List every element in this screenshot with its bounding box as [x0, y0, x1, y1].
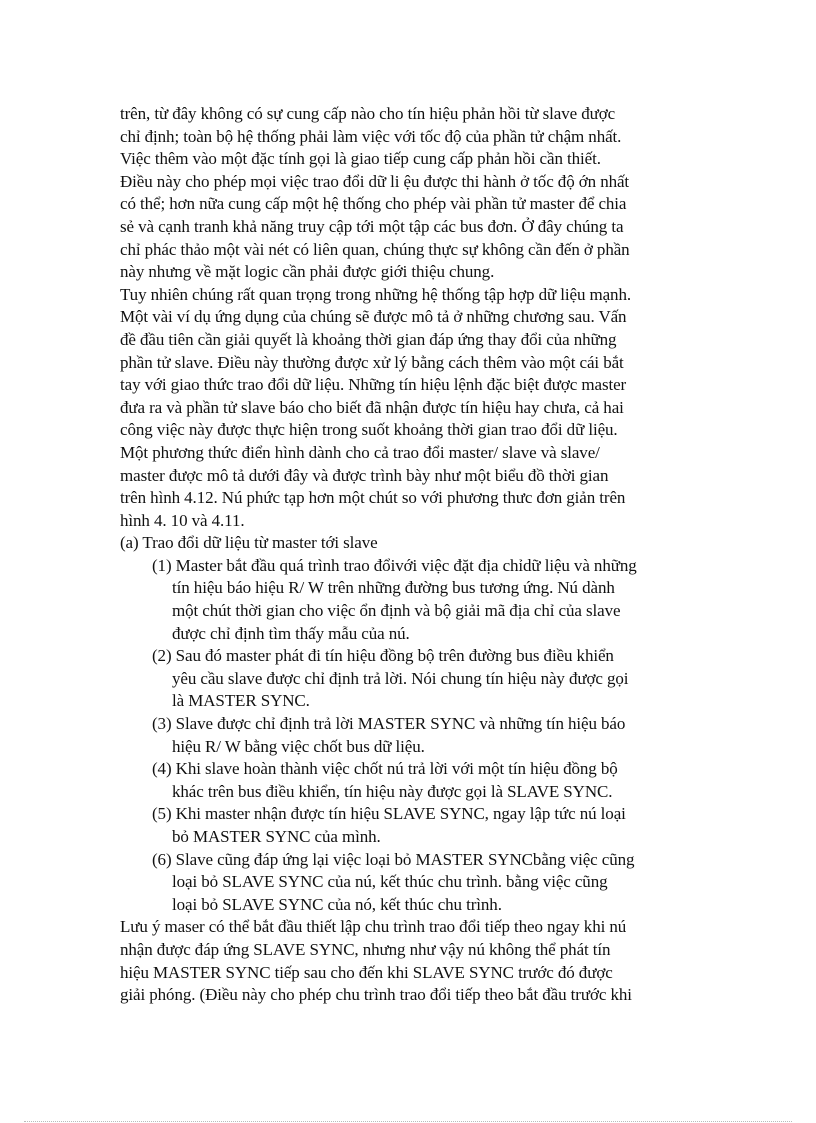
list-item: (3) Slave được chỉ định trả lời MASTER SYNC và những tín hiệu báo: [152, 714, 626, 734]
text-line: trên, từ đây không có sự cung cấp nào cho tín hiệu phản hồi từ slave được: [120, 104, 616, 123]
text-line: đề đầu tiên cần giải quyết là khoảng thời gian đáp ứng thay đổi của những: [120, 329, 617, 349]
text-line: phần tử slave. Điều này thường được xử lý bằng cách thêm vào một cái bắt: [120, 352, 624, 372]
text-line: tay với giao thức trao đổi dữ liệu. Những tín hiệu lệnh đặc biệt được master: [120, 375, 627, 395]
list-item: (4) Khi slave hoàn thành việc chốt nú trả lời với một tín hiệu đồng bộ: [152, 759, 618, 779]
text-line: chỉ phác thảo một vài nét có liên quan, chúng thực sự không cần đến ở phần: [120, 239, 630, 259]
page-bottom-divider: [24, 1121, 792, 1122]
text-line: trên hình 4.12. Nú phức tạp hơn một chút so với phương thưc đơn giản trên: [120, 488, 626, 508]
text-line: hình 4. 10 và 4.11.: [120, 510, 245, 530]
text-line: công việc này được thực hiện trong suốt khoảng thời gian trao đổi dữ liệu.: [120, 420, 618, 440]
text-line: đưa ra và phần tử slave báo cho biết đã nhận được tín hiệu hay chưa, cả hai: [120, 397, 624, 417]
text-line: Tuy nhiên chúng rất quan trọng trong những hệ thống tập hợp dữ liệu mạnh.: [120, 284, 632, 304]
text-line: master được mô tả dưới đây và được trình bày như một biểu đồ thời gian: [120, 465, 609, 485]
list-item: (6) Slave cũng đáp ứng lại việc loại bỏ MASTER SYNCbằng việc cũng: [152, 849, 635, 869]
list-item-continuation: loại bỏ SLAVE SYNC của nú, kết thúc chu trình. bằng việc cũng: [172, 872, 608, 892]
list-item: (1) Master bắt đầu quá trình trao đổivới việc đặt địa chỉdữ liệu và những: [152, 555, 637, 575]
list-item-continuation: yêu cầu slave được chỉ định trả lời. Nói chung tín hiệu này được gọi: [172, 668, 629, 688]
text-line: có thể; hơn nữa cung cấp một hệ thống cho phép vài phần tử master để chia: [120, 194, 627, 214]
list-item-continuation: tín hiệu báo hiệu R/ W trên những đường bus tương ứng. Nú dành: [172, 578, 615, 598]
list-item-continuation: loại bỏ SLAVE SYNC của nó, kết thúc chu trình.: [172, 894, 502, 914]
list-item-continuation: khác trên bus điều khiển, tín hiệu này được gọi là SLAVE SYNC.: [172, 781, 613, 801]
list-item: (2) Sau đó master phát đi tín hiệu đồng bộ trên đường bus điều khiển: [152, 646, 614, 666]
list-item-continuation: hiệu R/ W bằng việc chốt bus dữ liệu.: [172, 736, 425, 756]
text-line: hiệu MASTER SYNC tiếp sau cho đến khi SLAVE SYNC trước đó được: [120, 962, 613, 982]
list-item-continuation: được chỉ định tìm thấy mẫu của nú.: [172, 623, 410, 643]
text-line: Điều này cho phép mọi việc trao đổi dữ li ệu được thi hành ở tốc độ ớn nhất: [120, 171, 630, 191]
text-line: sẻ và cạnh tranh khả năng truy cập tới một tập các bus đơn. Ở đây chúng ta: [120, 216, 624, 236]
section-heading: (a) Trao đổi dữ liệu từ master tới slave: [120, 533, 378, 553]
text-line: Một phương thức điển hình dành cho cả trao đổi master/ slave và slave/: [120, 442, 600, 462]
list-item-continuation: là MASTER SYNC.: [172, 691, 310, 711]
text-line: Việc thêm vào một đặc tính gọi là giao tiếp cung cấp phản hồi cần thiết.: [120, 149, 601, 169]
list-item-continuation: bỏ MASTER SYNC của mình.: [172, 827, 381, 846]
text-line: Một vài ví dụ ứng dụng của chúng sẽ được mô tả ở những chương sau. Vấn: [120, 307, 627, 327]
list-item-continuation: một chút thời gian cho việc ổn định và bộ giải mã địa chỉ của slave: [172, 601, 621, 621]
text-line: Lưu ý maser có thể bắt đầu thiết lập chu trình trao đổi tiếp theo ngay khi nú: [120, 917, 627, 937]
text-line: này nhưng về mặt logic cần phải được giới thiệu chung.: [120, 262, 495, 282]
list-item: (5) Khi master nhận được tín hiệu SLAVE SYNC, ngay lập tức nú loại: [152, 804, 626, 824]
text-line: nhận được đáp ứng SLAVE SYNC, nhưng như vậy nú không thể phát tín: [120, 939, 611, 959]
text-line: chỉ định; toàn bộ hệ thống phải làm việc với tốc độ của phần tử chậm nhất.: [120, 126, 622, 146]
text-line: giải phóng. (Điều này cho phép chu trình trao đổi tiếp theo bắt đầu trước khi: [120, 985, 632, 1005]
document-page: [120, 103, 700, 1007]
